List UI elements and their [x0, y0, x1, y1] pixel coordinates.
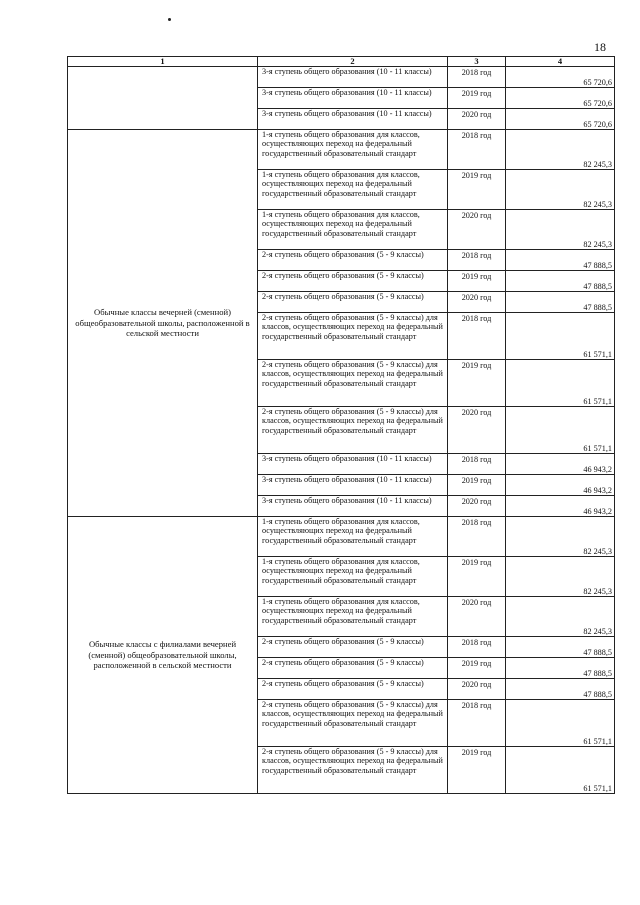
value-cell: 61 571,1	[506, 747, 615, 794]
stage-cell: 2-я ступень общего образования (5 - 9 классы)	[258, 637, 448, 658]
value-cell: 47 888,5	[506, 250, 615, 271]
stage-cell: 1-я ступень общего образования для классов, осуществляющих переход на федеральный государственный образовательный стандарт	[258, 210, 448, 250]
stage-cell: 2-я ступень общего образования (5 - 9 классы) для классов, осуществляющих переход на федеральный государственный образовательный стандарт	[258, 747, 448, 794]
year-cell: 2020 год	[448, 496, 506, 517]
category-cell	[68, 67, 258, 130]
year-cell: 2019 год	[448, 170, 506, 210]
value-cell: 82 245,3	[506, 170, 615, 210]
page-number: 18	[594, 40, 606, 54]
header-row	[68, 57, 615, 67]
stage-cell: 2-я ступень общего образования (5 - 9 классы)	[258, 271, 448, 292]
category-cell: Обычные классы вечерней (сменной) общеобразовательной школы, расположенной в сельской местности	[68, 130, 258, 517]
value-cell: 47 888,5	[506, 658, 615, 679]
year-cell: 2018 год	[448, 67, 506, 88]
col-header-2: 2	[258, 57, 448, 67]
year-cell: 2018 год	[448, 637, 506, 658]
stage-cell: 3-я ступень общего образования (10 - 11 классы)	[258, 88, 448, 109]
stage-cell: 1-я ступень общего образования для классов, осуществляющих переход на федеральный государственный образовательный стандарт	[258, 557, 448, 597]
value-cell: 47 888,5	[506, 637, 615, 658]
value-cell: 65 720,6	[506, 67, 615, 88]
year-cell: 2019 год	[448, 557, 506, 597]
value-cell: 46 943,2	[506, 475, 615, 496]
stage-cell: 3-я ступень общего образования (10 - 11 классы)	[258, 109, 448, 130]
stage-cell: 2-я ступень общего образования (5 - 9 классы) для классов, осуществляющих переход на федеральный государственный образовательный стандарт	[258, 360, 448, 407]
value-cell: 82 245,3	[506, 517, 615, 557]
year-cell: 2018 год	[448, 700, 506, 747]
col-header-1: 1	[68, 57, 258, 67]
year-cell: 2018 год	[448, 313, 506, 360]
table-row	[68, 67, 615, 88]
year-cell: 2020 год	[448, 210, 506, 250]
scan-speck	[168, 18, 171, 21]
value-cell: 65 720,6	[506, 88, 615, 109]
stage-cell: 3-я ступень общего образования (10 - 11 классы)	[258, 454, 448, 475]
stage-cell: 2-я ступень общего образования (5 - 9 классы)	[258, 250, 448, 271]
stage-cell: 3-я ступень общего образования (10 - 11 классы)	[258, 67, 448, 88]
year-cell: 2019 год	[448, 360, 506, 407]
stage-cell: 2-я ступень общего образования (5 - 9 классы) для классов, осуществляющих переход на федеральный государственный образовательный стандарт	[258, 313, 448, 360]
year-cell: 2020 год	[448, 109, 506, 130]
tariff-table	[67, 56, 615, 794]
year-cell: 2018 год	[448, 517, 506, 557]
stage-cell: 1-я ступень общего образования для классов, осуществляющих переход на федеральный государственный образовательный стандарт	[258, 597, 448, 637]
year-cell: 2020 год	[448, 679, 506, 700]
value-cell: 82 245,3	[506, 597, 615, 637]
year-cell: 2018 год	[448, 250, 506, 271]
year-cell: 2019 год	[448, 658, 506, 679]
year-cell: 2019 год	[448, 747, 506, 794]
value-cell: 82 245,3	[506, 210, 615, 250]
value-cell: 65 720,6	[506, 109, 615, 130]
year-cell: 2018 год	[448, 130, 506, 170]
value-cell: 82 245,3	[506, 557, 615, 597]
stage-cell: 3-я ступень общего образования (10 - 11 классы)	[258, 496, 448, 517]
stage-cell: 2-я ступень общего образования (5 - 9 классы)	[258, 679, 448, 700]
stage-cell: 2-я ступень общего образования (5 - 9 классы)	[258, 658, 448, 679]
table-body	[68, 67, 615, 794]
col-header-3: 3	[448, 57, 506, 67]
value-cell: 61 571,1	[506, 407, 615, 454]
year-cell: 2020 год	[448, 597, 506, 637]
value-cell: 47 888,5	[506, 271, 615, 292]
year-cell: 2018 год	[448, 454, 506, 475]
value-cell: 46 943,2	[506, 496, 615, 517]
stage-cell: 1-я ступень общего образования для классов, осуществляющих переход на федеральный государственный образовательный стандарт	[258, 517, 448, 557]
stage-cell: 2-я ступень общего образования (5 - 9 классы)	[258, 292, 448, 313]
year-cell: 2019 год	[448, 475, 506, 496]
table-row	[68, 517, 615, 557]
year-cell: 2020 год	[448, 407, 506, 454]
category-cell: Обычные классы с филиалами вечерней (сменной) общеобразовательной школы, расположенной в сельской местности	[68, 517, 258, 794]
col-header-4: 4	[506, 57, 615, 67]
value-cell: 47 888,5	[506, 679, 615, 700]
stage-cell: 1-я ступень общего образования для классов, осуществляющих переход на федеральный государственный образовательный стандарт	[258, 170, 448, 210]
table-row	[68, 130, 615, 170]
value-cell: 61 571,1	[506, 360, 615, 407]
stage-cell: 2-я ступень общего образования (5 - 9 классы) для классов, осуществляющих переход на федеральный государственный образовательный стандарт	[258, 407, 448, 454]
value-cell: 47 888,5	[506, 292, 615, 313]
year-cell: 2020 год	[448, 292, 506, 313]
stage-cell: 3-я ступень общего образования (10 - 11 классы)	[258, 475, 448, 496]
value-cell: 61 571,1	[506, 700, 615, 747]
stage-cell: 1-я ступень общего образования для классов, осуществляющих переход на федеральный государственный образовательный стандарт	[258, 130, 448, 170]
value-cell: 46 943,2	[506, 454, 615, 475]
year-cell: 2019 год	[448, 271, 506, 292]
year-cell: 2019 год	[448, 88, 506, 109]
stage-cell: 2-я ступень общего образования (5 - 9 классы) для классов, осуществляющих переход на федеральный государственный образовательный стандарт	[258, 700, 448, 747]
value-cell: 61 571,1	[506, 313, 615, 360]
value-cell: 82 245,3	[506, 130, 615, 170]
